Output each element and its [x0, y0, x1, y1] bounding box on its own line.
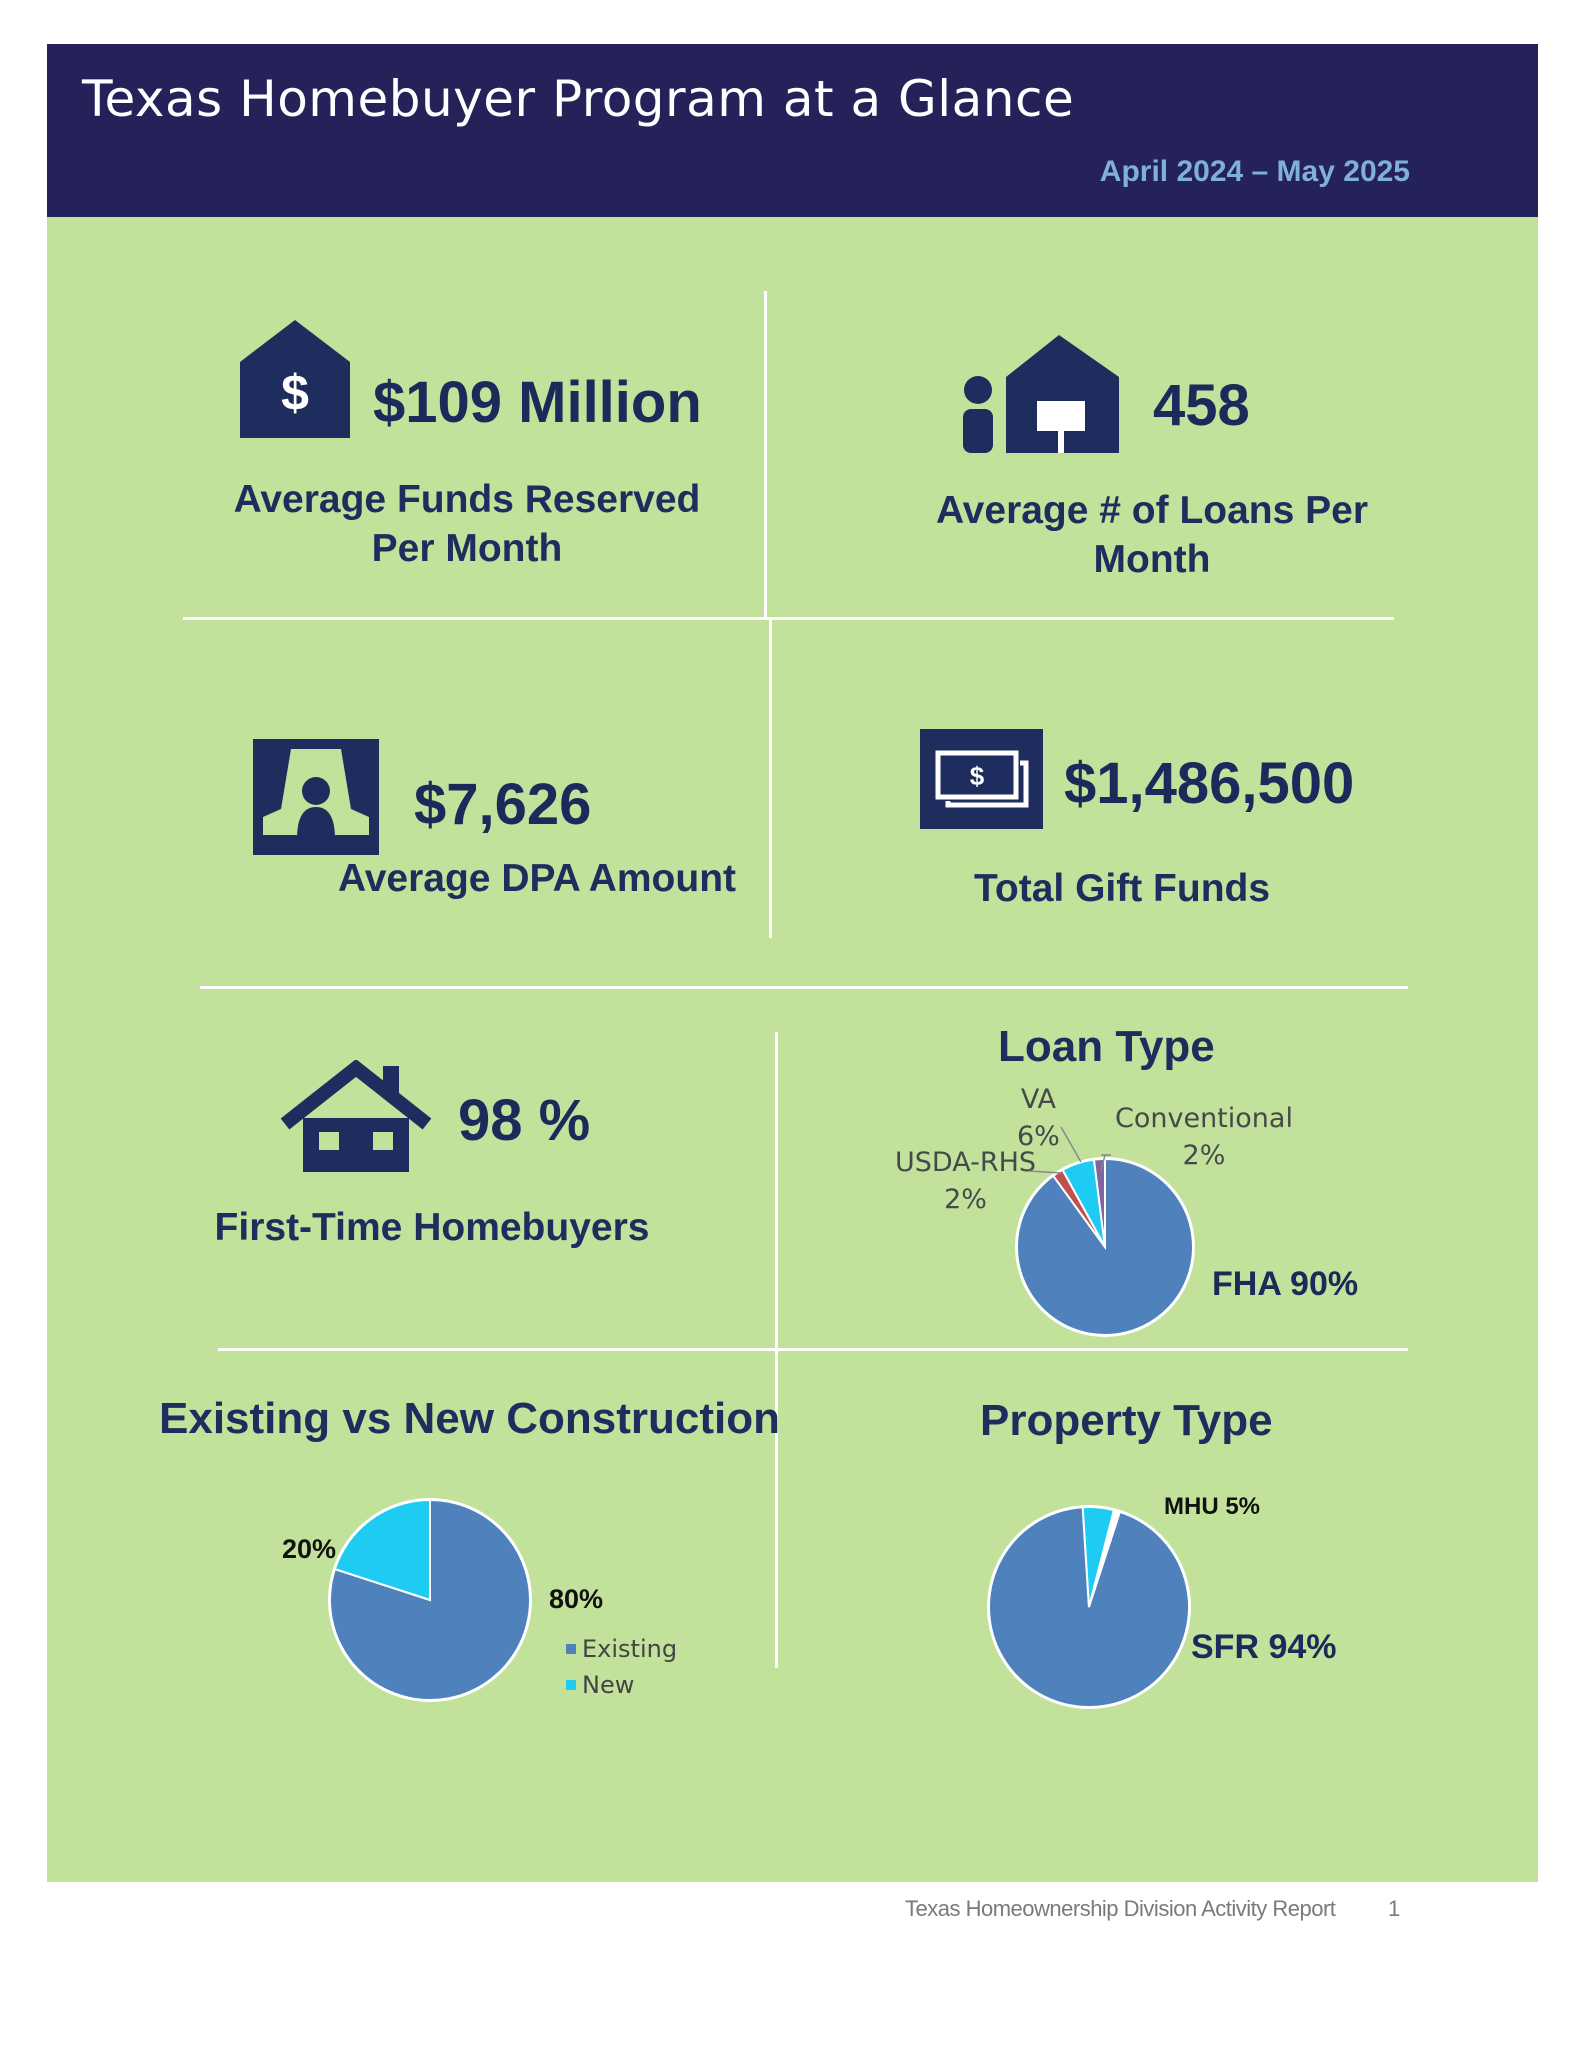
usda-label-pct: 2% — [944, 1184, 987, 1215]
loans-label: Average # of Loans Per Month — [935, 489, 1369, 581]
legend-existing-label: Existing — [582, 1635, 678, 1663]
construction-title: Existing vs New Construction — [159, 1394, 780, 1443]
gift-value: $1,486,500 — [1064, 751, 1355, 816]
va-label-pct: 6% — [1017, 1121, 1060, 1152]
window-person-icon — [253, 739, 379, 855]
construction-legend — [566, 1635, 677, 1699]
footer-report-name: Texas Homeownership Division Activity Report — [905, 1896, 1336, 1921]
mhu-label: MHU 5% — [1164, 1493, 1261, 1520]
house-icon — [279, 1060, 433, 1172]
legend-new-label: New — [582, 1671, 635, 1699]
stats-panel — [47, 217, 1538, 1882]
svg-text:$: $ — [281, 365, 309, 421]
legend-new-swatch — [566, 1680, 576, 1690]
loan-type-title: Loan Type — [998, 1022, 1215, 1071]
date-range: April 2024 – May 2025 — [1099, 155, 1410, 188]
sfr-label: SFR 94% — [1191, 1628, 1337, 1666]
header-banner — [47, 44, 1538, 217]
divider-horizontal-3 — [218, 1348, 1408, 1351]
house-dollar-icon — [240, 320, 350, 438]
usda-label-name: USDA-RHS — [895, 1147, 1037, 1178]
divider-horizontal-1 — [183, 617, 1394, 620]
property-type-title: Property Type — [980, 1396, 1273, 1445]
svg-text:$: $ — [969, 761, 985, 791]
divider-vertical-top — [764, 291, 767, 617]
page-title: Texas Homebuyer Program at a Glance — [82, 70, 1075, 128]
person-house-sign-icon — [961, 335, 1119, 453]
money-bills-icon — [920, 729, 1043, 829]
conventional-label-pct: 2% — [1182, 1140, 1226, 1171]
divider-horizontal-2 — [200, 986, 1408, 989]
loans-value: 458 — [1153, 373, 1250, 438]
gift-label: Total Gift Funds — [973, 867, 1271, 910]
dpa-label: Average DPA Amount — [338, 857, 736, 900]
funds-label: Average Funds Reserved Per Month — [233, 478, 701, 570]
first-time-value: 98 % — [458, 1088, 591, 1153]
legend-existing — [566, 1635, 677, 1663]
fha-label: FHA 90% — [1212, 1265, 1359, 1303]
legend-new — [566, 1671, 677, 1699]
construction-pie-chart — [326, 1496, 534, 1704]
conventional-label-name: Conventional — [1115, 1103, 1293, 1134]
dpa-value: $7,626 — [414, 772, 592, 837]
va-label-name: VA — [1020, 1084, 1057, 1115]
legend-existing-swatch — [566, 1644, 576, 1654]
existing-pct-label: 80% — [549, 1584, 604, 1614]
footer-page-number: 1 — [1388, 1896, 1401, 1921]
new-pct-label: 20% — [282, 1534, 337, 1564]
first-time-label: First-Time Homebuyers — [214, 1206, 650, 1249]
funds-value: $109 Million — [373, 370, 702, 435]
property-type-pie-chart — [985, 1503, 1193, 1711]
loan-leader-lines — [1007, 1127, 1207, 1197]
